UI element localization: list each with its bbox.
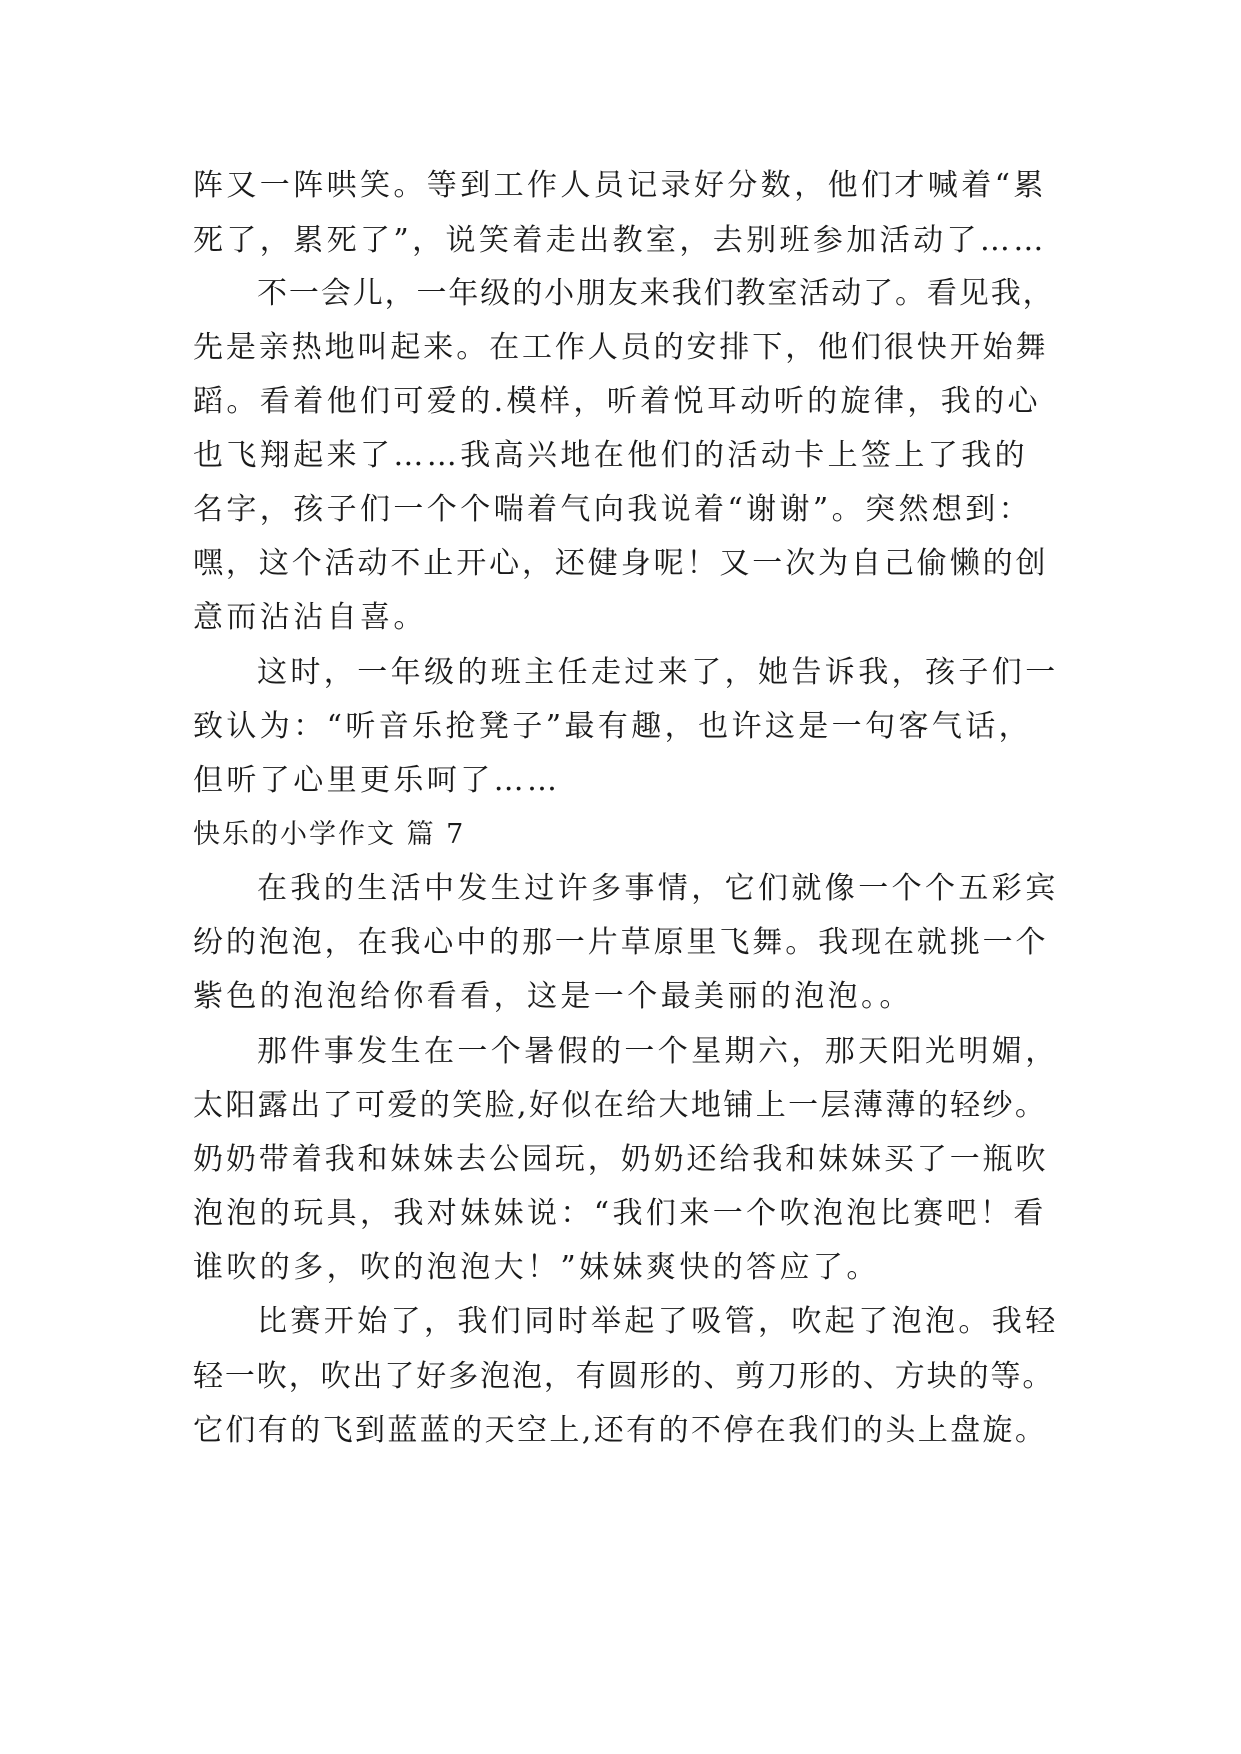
paragraph-first-line: 这时，一年级的班主任走过来了，她告诉我，孩子们一 (257, 655, 1059, 690)
text-line: 奶奶带着我和妹妹去公园玩，奶奶还给我和妹妹买了一瓶吹 (193, 1142, 1049, 1177)
section-heading: 快乐的小学作文 篇 7 (193, 819, 466, 850)
text-line: 但听了心里更乐呵了…… (193, 763, 561, 798)
text-line: 它们有的飞到蓝蓝的天空上,还有的不停在我们的头上盘旋。 (193, 1413, 1048, 1448)
paragraph-first-line: 比赛开始了，我们同时举起了吸管，吹起了泡泡。我轻 (257, 1304, 1059, 1339)
text-line: 太阳露出了可爱的笑脸,好似在给大地铺上一层薄薄的轻纱。 (193, 1088, 1048, 1123)
text-line: 意而沾沾自喜。 (193, 600, 427, 635)
text-line: 也飞翔起来了……我高兴地在他们的活动卡上签上了我的 (193, 438, 1028, 473)
text-line: 死了，累死了”，说笑着走出教室，去别班参加活动了…… (193, 223, 1047, 258)
text-line: 泡泡的玩具，我对妹妹说：“我们来一个吹泡泡比赛吧！看 (193, 1196, 1047, 1231)
paragraph-first-line: 不一会儿，一年级的小朋友来我们教室活动了。看见我， (257, 276, 1055, 311)
paragraph-first-line: 那件事发生在一个暑假的一个星期六，那天阳光明媚， (257, 1034, 1059, 1069)
text-line: 嘿，这个活动不止开心，还健身呢！又一次为自己偷懒的创 (193, 546, 1049, 581)
text-line: 阵又一阵哄笑。等到工作人员记录好分数，他们才喊着“累 (193, 168, 1047, 203)
text-line: 致认为：“听音乐抢凳子”最有趣，也许这是一句客气话， (193, 709, 1033, 744)
text-line: 先是亲热地叫起来。在工作人员的安排下，他们很快开始舞 (193, 330, 1049, 365)
text-line: 蹈。看着他们可爱的.模样，听着悦耳动听的旋律，我的心 (193, 384, 1041, 419)
text-line: 紫色的泡泡给你看看，这是一个最美丽的泡泡。。 (193, 979, 913, 1014)
text-line: 谁吹的多，吹的泡泡大！”妹妹爽快的答应了。 (193, 1250, 880, 1285)
paragraph-first-line: 在我的生活中发生过许多事情，它们就像一个个五彩宾 (257, 871, 1059, 906)
text-line: 轻一吹，吹出了好多泡泡，有圆形的、剪刀形的、方块的等。 (193, 1359, 1055, 1394)
text-line: 纷的泡泡，在我心中的那一片草原里飞舞。我现在就挑一个 (193, 925, 1049, 960)
text-line: 名字，孩子们一个个喘着气向我说着“谢谢”。突然想到： (193, 492, 1033, 527)
